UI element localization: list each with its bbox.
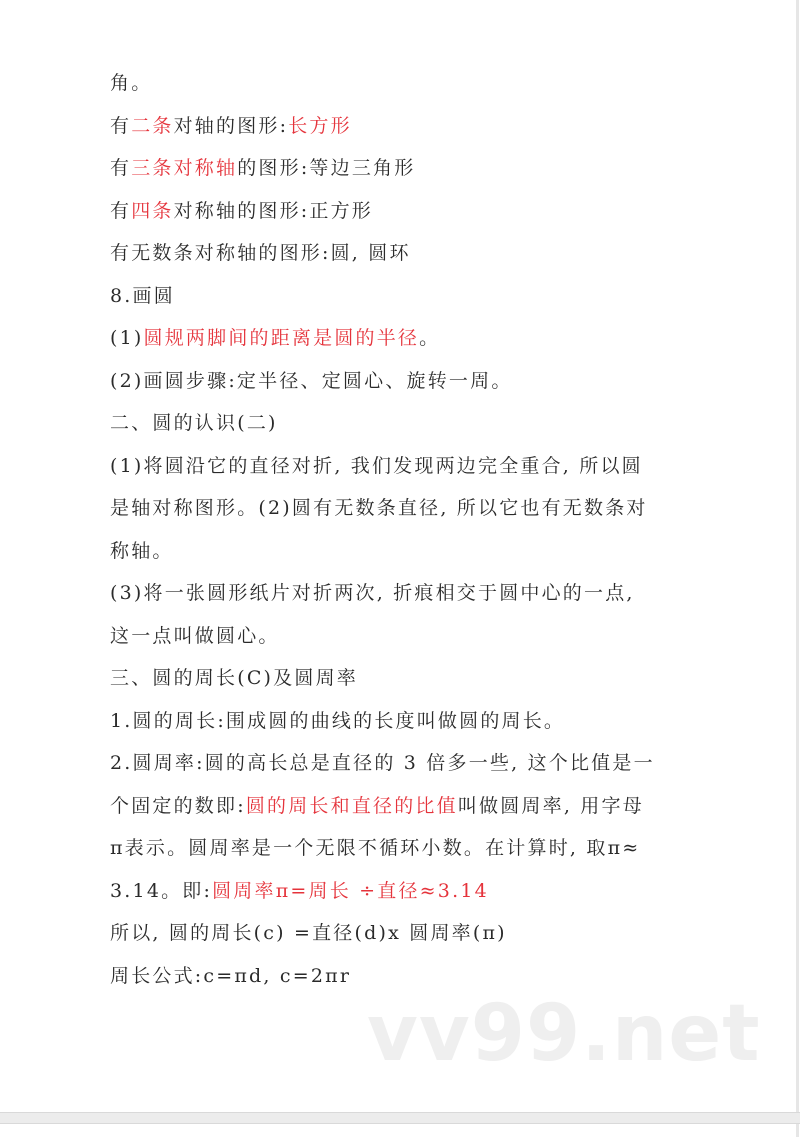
highlight-text: 圆周率π=周长 ÷直径≈3.14 [212, 879, 489, 902]
section-heading [110, 402, 690, 445]
highlight-text: 三条对称轴 [131, 157, 238, 179]
text-segment: 1.圆的周长:围成圆的曲线的长度叫做圆的周长。 [110, 709, 566, 732]
text-line [110, 827, 690, 870]
text-line [110, 190, 690, 233]
text-segment: 称轴。 [110, 539, 174, 562]
text-line [110, 105, 690, 148]
text-line [110, 870, 690, 913]
text-segment: 三、圆的周长(C)及圆周率 [110, 667, 358, 689]
text-line [110, 317, 690, 360]
watermark: vv99.net [367, 989, 761, 1079]
text-line [110, 360, 690, 403]
text-segment: π表示。圆周率是一个无限不循环小数。在计算时, 取π≈ [110, 837, 641, 859]
text-segment: 。 [419, 327, 441, 349]
text-segment: (1) [110, 327, 144, 349]
document-body [110, 62, 690, 997]
highlight-text: 长方形 [288, 114, 352, 137]
text-line [110, 742, 690, 785]
text-segment: 是轴对称图形。(2)圆有无数条直径, 所以它也有无数条对 [110, 497, 648, 519]
highlight-text: 圆的周长和直径的比值 [245, 794, 458, 817]
text-segment: (2)画圆步骤:定半径、定圆心、旋转一周。 [110, 369, 513, 392]
text-segment: (1)将圆沿它的直径对折, 我们发现两边完全重合, 所以圆 [110, 454, 643, 477]
text-line [110, 912, 690, 955]
text-segment: 3.14。即: [110, 879, 213, 902]
text-segment: 这一点叫做圆心。 [110, 624, 280, 647]
text-segment: 角。 [110, 72, 153, 94]
text-line [110, 615, 690, 658]
text-segment: 个固定的数即: [110, 794, 246, 817]
text-segment: 的图形:等边三角形 [237, 157, 416, 179]
text-segment: 有 [110, 157, 132, 179]
text-segment: (3)将一张圆形纸片对折两次, 折痕相交于圆中心的一点, [110, 582, 635, 604]
text-segment: 2.圆周率:圆的高长总是直径的 3 倍多一些, 这个比值是一 [110, 752, 655, 774]
text-line [110, 572, 690, 615]
text-segment: 对轴的图形: [173, 114, 289, 137]
text-line [110, 487, 690, 530]
text-segment: 二、圆的认识(二) [110, 412, 278, 434]
text-segment: 有无数条对称轴的图形:圆, 圆环 [110, 242, 411, 264]
text-segment: 所以, 圆的周长(c) =直径(d)x 圆周率(π) [110, 922, 507, 944]
section-heading [110, 657, 690, 700]
text-segment: 8.画圆 [110, 284, 175, 307]
highlight-text: 二条 [131, 114, 174, 137]
text-segment: 有 [110, 114, 132, 137]
text-line [110, 445, 690, 488]
page-right-edge [796, 0, 799, 1137]
text-line [110, 530, 690, 573]
text-line [110, 62, 690, 105]
text-segment: 周长公式:c=πd, c=2πr [110, 964, 352, 987]
text-line [110, 700, 690, 743]
text-line [110, 232, 690, 275]
text-segment: 对称轴的图形:正方形 [173, 199, 374, 222]
text-segment: 有 [110, 199, 132, 222]
page-separator [0, 1112, 800, 1124]
highlight-text: 四条 [131, 199, 174, 222]
text-line [110, 785, 690, 828]
text-segment: 叫做圆周率, 用字母 [457, 794, 644, 817]
highlight-text: 圆规两脚间的距离是圆的半径 [143, 327, 420, 349]
section-heading [110, 275, 690, 318]
text-line [110, 147, 690, 190]
